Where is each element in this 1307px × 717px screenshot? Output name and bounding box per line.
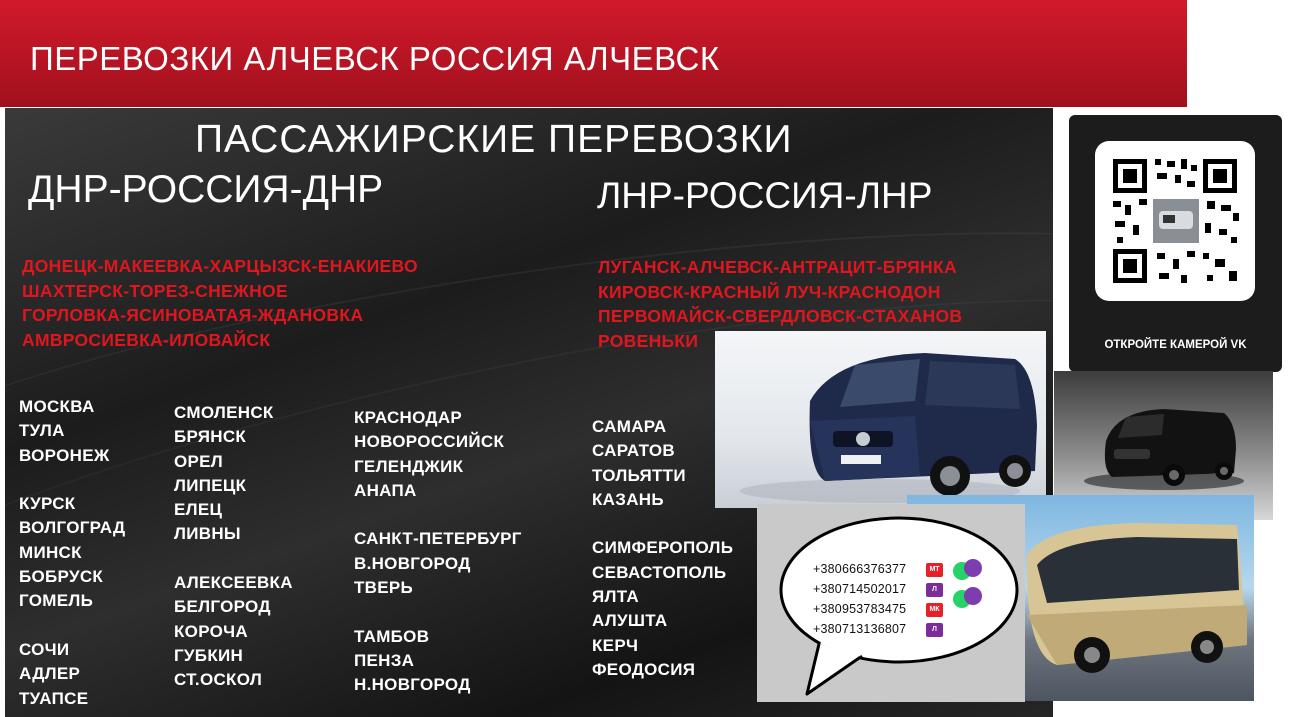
city-item xyxy=(354,600,522,624)
city-item: ГЕЛЕНДЖИК xyxy=(354,456,464,476)
city-item: БОБРУСК xyxy=(19,567,104,587)
city-item: ЯЛТА xyxy=(592,587,639,607)
city-item: АДЛЕР xyxy=(19,664,81,684)
route-line: РОВЕНЬКИ xyxy=(598,330,699,351)
city-item: КЕРЧ xyxy=(592,635,639,655)
route-line: ЛУГАНСК-АЛЧЕВСК-АНТРАЦИТ-БРЯНКА xyxy=(598,257,957,277)
route-line: КИРОВСК-КРАСНЫЙ ЛУЧ-КРАСНОДОН xyxy=(598,281,941,302)
banner-title: ПЕРЕВОЗКИ АЛЧЕВСК РОССИЯ АЛЧЕВСК xyxy=(30,40,720,77)
operator-badge: Л xyxy=(926,623,943,637)
city-item: СИМФЕРОПОЛЬ xyxy=(592,538,734,558)
operator-badge: МТ xyxy=(926,563,943,577)
city-column-3 xyxy=(354,406,522,698)
lnr-heading: ЛНР-РОССИЯ-ЛНР xyxy=(597,175,933,216)
city-item xyxy=(174,547,293,571)
city-item: ФЕОДОСИЯ xyxy=(592,659,696,679)
qr-code[interactable] xyxy=(1095,141,1255,301)
city-item: СМОЛЕНСК xyxy=(174,403,274,422)
city-item: ПЕНЗА xyxy=(354,650,415,670)
city-item xyxy=(592,512,733,536)
city-item: НОВОРОССИЙСК xyxy=(354,432,505,452)
city-item: СОЧИ xyxy=(19,639,70,659)
top-banner xyxy=(0,0,1187,107)
operator-badge: Л xyxy=(926,583,943,597)
city-item: МОСКВА xyxy=(19,397,95,416)
city-item xyxy=(19,614,125,638)
city-item: ТОЛЬЯТТИ xyxy=(592,465,686,485)
dnr-heading: ДНР-РОССИЯ-ДНР xyxy=(28,168,384,211)
van-photo-blue xyxy=(715,331,1046,508)
city-item: ТАМБОВ xyxy=(354,626,430,646)
operator-badge: МК xyxy=(926,603,943,617)
city-item: БЕЛГОРОД xyxy=(174,597,271,617)
city-item: САМАРА xyxy=(592,417,667,436)
viber-icon[interactable] xyxy=(964,587,982,605)
city-item: ЕЛЕЦ xyxy=(174,500,223,520)
qr-card[interactable] xyxy=(1069,115,1282,372)
phone-number[interactable]: +380714502017 xyxy=(813,582,907,596)
city-item: ГОМЕЛЬ xyxy=(19,591,94,611)
city-item: САРАТОВ xyxy=(592,441,675,461)
city-item: ЛИПЕЦК xyxy=(174,475,247,495)
dnr-route-list xyxy=(22,254,418,352)
city-item xyxy=(354,503,522,527)
city-column-4 xyxy=(592,415,733,682)
city-item: ТУЛА xyxy=(19,421,65,441)
city-item: КУРСК xyxy=(19,494,76,514)
city-item: САНКТ-ПЕТЕРБУРГ xyxy=(354,529,522,549)
route-line: ШАХТЕРСК-ТОРЕЗ-СНЕЖНОЕ xyxy=(22,280,288,301)
city-item: КОРОЧА xyxy=(174,621,248,641)
city-item: Н.НОВГОРОД xyxy=(354,675,471,695)
city-column-2 xyxy=(174,401,293,693)
city-item: СЕВАСТОПОЛЬ xyxy=(592,562,727,582)
city-item: ГУБКИН xyxy=(174,645,244,665)
route-line: ДОНЕЦК-МАКЕЕВКА-ХАРЦЫЗСК-ЕНАКИЕВО xyxy=(22,256,418,276)
city-item: МИНСК xyxy=(19,542,82,562)
route-line: АМВРОСИЕВКА-ИЛОВАЙСК xyxy=(22,329,271,350)
city-item: СТ.ОСКОЛ xyxy=(174,670,263,690)
city-item: ВОЛГОГРАД xyxy=(19,518,126,538)
city-item xyxy=(19,468,125,492)
city-item: ОРЕЛ xyxy=(174,451,224,471)
city-column-1 xyxy=(19,395,125,711)
main-heading: ПАССАЖИРСКИЕ ПЕРЕВОЗКИ xyxy=(195,118,793,161)
route-line: ГОРЛОВКА-ЯСИНОВАТАЯ-ЖДАНОВКА xyxy=(22,305,364,325)
city-item: БРЯНСК xyxy=(174,427,247,447)
qr-code-graphic xyxy=(1095,141,1255,301)
phone-number[interactable]: +380953783475 xyxy=(813,602,907,616)
city-item: ТВЕРЬ xyxy=(354,578,414,598)
city-item: В.НОВГОРОД xyxy=(354,553,471,573)
city-item: ТУАПСЕ xyxy=(19,688,89,708)
city-item: КРАСНОДАР xyxy=(354,408,463,427)
city-item: АЛЕКСЕЕВКА xyxy=(174,573,293,593)
phone-number[interactable]: +380666376377 xyxy=(813,562,907,576)
route-line: ПЕРВОМАЙСК-СВЕРДЛОВСК-СТАХАНОВ xyxy=(598,306,963,326)
qr-caption: ОТКРОЙТЕ КАМЕРОЙ VK xyxy=(1104,339,1247,351)
viber-icon[interactable] xyxy=(964,559,982,577)
city-item: АЛУШТА xyxy=(592,611,668,631)
phone-number[interactable]: +380713136807 xyxy=(813,622,907,636)
city-item: АНАПА xyxy=(354,480,417,500)
city-item: КАЗАНЬ xyxy=(592,489,664,509)
city-item: ЛИВНЫ xyxy=(174,524,241,544)
city-item: ВОРОНЕЖ xyxy=(19,445,110,465)
